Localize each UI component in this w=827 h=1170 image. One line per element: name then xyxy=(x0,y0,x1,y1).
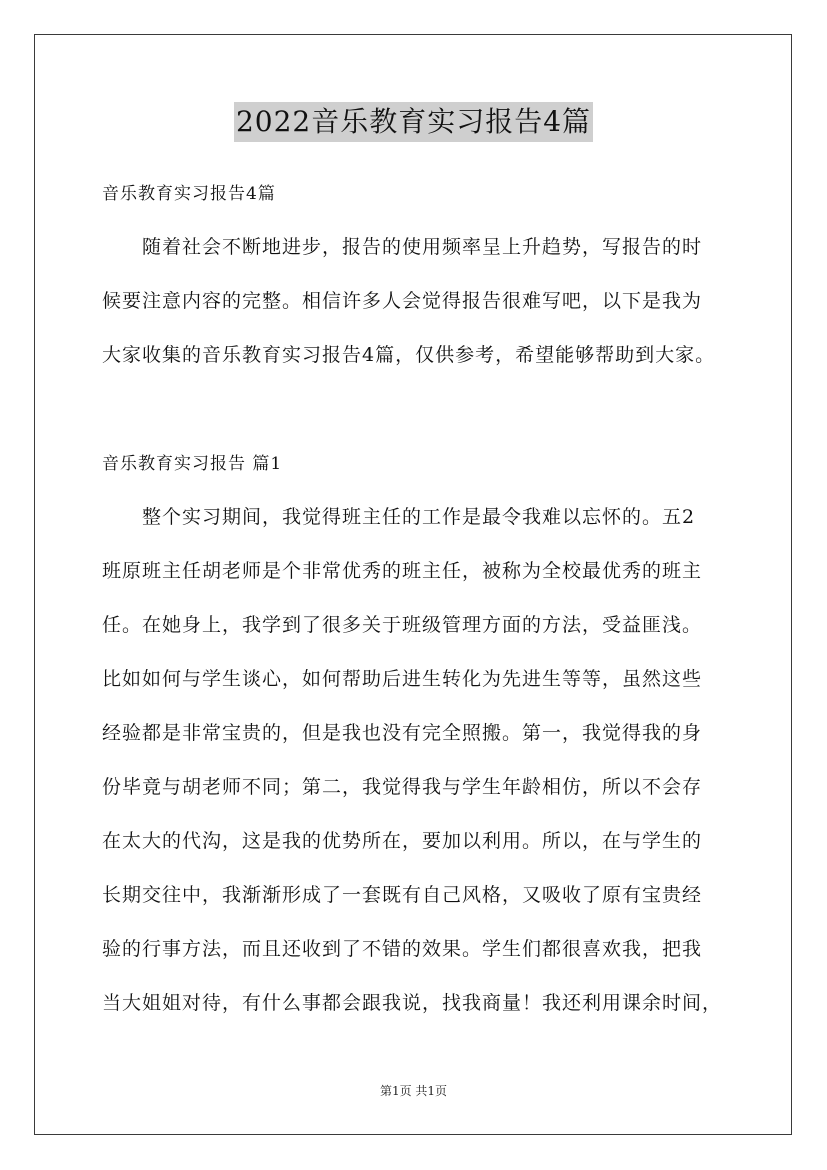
body-line: 任。在她身上，我学到了很多关于班级管理方面的方法，受益匪浅。 xyxy=(102,614,703,636)
intro-line: 随着社会不断地进步，报告的使用频率呈上升趋势，写报告的时 xyxy=(142,236,703,258)
body-line: 比如如何与学生谈心，如何帮助后进生转化为先进生等等，虽然这些 xyxy=(102,668,703,690)
page-footer: 第1页 共1页 xyxy=(379,1084,448,1098)
body-line: 份毕竟与胡老师不同；第二，我觉得我与学生年龄相仿，所以不会存 xyxy=(102,776,703,798)
intro-line: 候要注意内容的完整。相信许多人会觉得报告很难写吧，以下是我为 xyxy=(102,290,703,312)
body-line: 长期交往中，我渐渐形成了一套既有自己风格，又吸收了原有宝贵经 xyxy=(102,884,703,906)
body-line: 班原班主任胡老师是个非常优秀的班主任，被称为全校最优秀的班主 xyxy=(102,560,703,582)
body-line: 经验都是非常宝贵的，但是我也没有完全照搬。第一，我觉得我的身 xyxy=(102,722,703,744)
document-title: 2022音乐教育实习报告4篇 xyxy=(234,102,593,142)
document-title-wrap xyxy=(0,102,827,142)
body-line: 当大姐姐对待，有什么事都会跟我说，找我商量！我还利用课余时间， xyxy=(102,992,723,1014)
intro-line: 大家收集的音乐教育实习报告4篇，仅供参考，希望能够帮助到大家。 xyxy=(102,344,716,366)
intro-paragraph xyxy=(102,220,742,382)
body-paragraph xyxy=(102,490,742,1030)
document-subtitle: 音乐教育实习报告4篇 xyxy=(102,184,276,204)
section-heading: 音乐教育实习报告 篇1 xyxy=(102,454,283,474)
body-line: 验的行事方法，而且还收到了不错的效果。学生们都很喜欢我，把我 xyxy=(102,938,703,960)
body-line: 在太大的代沟，这是我的优势所在，要加以利用。所以，在与学生的 xyxy=(102,830,703,852)
body-line: 整个实习期间，我觉得班主任的工作是最令我难以忘怀的。五2 xyxy=(142,506,696,528)
